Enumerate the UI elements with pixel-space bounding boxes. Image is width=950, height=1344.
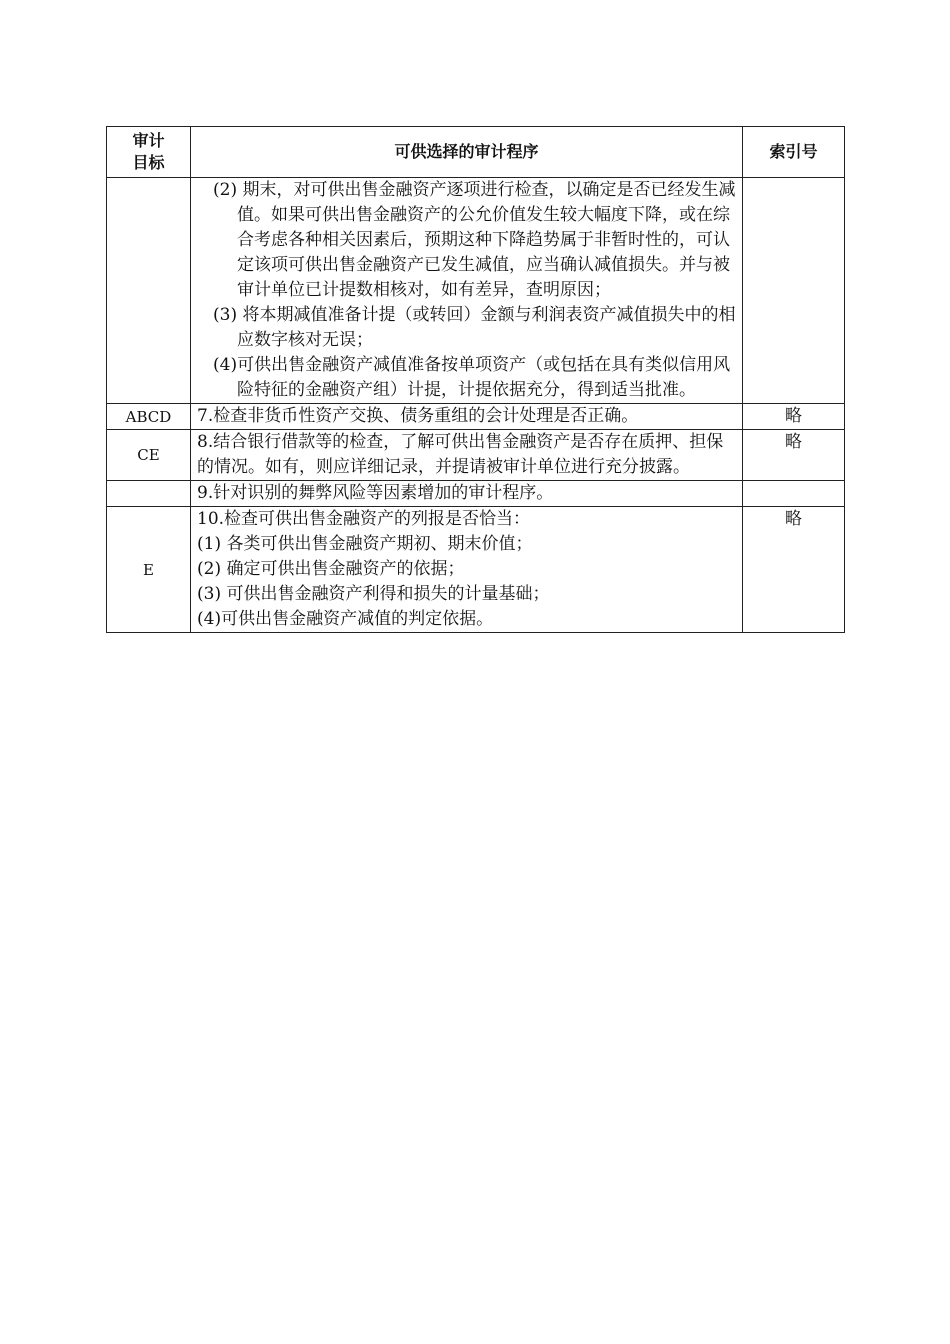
row-index: 略 bbox=[743, 430, 845, 481]
header-target-line1: 审计 bbox=[132, 131, 165, 150]
row-procedure bbox=[191, 404, 743, 430]
row-target: E bbox=[107, 507, 191, 633]
table-header-row bbox=[107, 127, 845, 178]
procedure-line: (2) 确定可供出售金融资产的依据； bbox=[197, 559, 465, 579]
row-index: 略 bbox=[743, 507, 845, 633]
row-procedure bbox=[191, 430, 743, 481]
header-procedure: 可供选择的审计程序 bbox=[191, 127, 743, 178]
row-target bbox=[107, 481, 191, 507]
procedure-line: (4)可供出售金融资产减值准备按单项资产（或包括在具有类似信用风险特征的金融资产组）计提，计提依据充分，得到适当批准。 bbox=[213, 355, 731, 400]
table-row bbox=[107, 178, 845, 404]
row-target: ABCD bbox=[107, 404, 191, 430]
row-procedure bbox=[191, 481, 743, 507]
table-row bbox=[107, 404, 845, 430]
procedure-line: 8.结合银行借款等的检查，了解可供出售金融资产是否存在质押、担保的情况。如有，则应详细记录，并提请被审计单位进行充分披露。 bbox=[197, 432, 724, 477]
row-index bbox=[743, 178, 845, 404]
procedure-line: 9.针对识别的舞弊风险等因素增加的审计程序。 bbox=[197, 483, 554, 503]
procedure-line: (2) 期末，对可供出售金融资产逐项进行检查，以确定是否已经发生减值。如果可供出售金融资产的公允价值发生较大幅度下降，或在综合考虑各种相关因素后，预期这种下降趋势属于非暂时性的，可认定该项可供出售金融资产已发生减值，应当确认减值损失。并与被审计单位已计提数相核对，如有差异，查明原因； bbox=[213, 180, 736, 300]
row-index bbox=[743, 481, 845, 507]
procedure-line: (3) 可供出售金融资产利得和损失的计量基础； bbox=[197, 584, 550, 604]
procedure-line: (3) 将本期减值准备计提（或转回）金额与利润表资产减值损失中的相应数字核对无误； bbox=[213, 305, 736, 350]
row-target bbox=[107, 178, 191, 404]
procedure-line: (1) 各类可供出售金融资产期初、期末价值； bbox=[197, 534, 533, 554]
header-index: 索引号 bbox=[743, 127, 845, 178]
row-procedure bbox=[191, 507, 743, 633]
row-index: 略 bbox=[743, 404, 845, 430]
procedure-line: 7.检查非货币性资产交换、债务重组的会计处理是否正确。 bbox=[197, 406, 639, 426]
procedure-line: (4)可供出售金融资产减值的判定依据。 bbox=[197, 609, 494, 629]
table-row bbox=[107, 507, 845, 633]
table-row bbox=[107, 481, 845, 507]
row-target: CE bbox=[107, 430, 191, 481]
header-target-line2: 目标 bbox=[132, 153, 165, 172]
header-audit-target bbox=[107, 127, 191, 178]
audit-procedure-table bbox=[106, 126, 845, 633]
procedure-line: 10.检查可供出售金融资产的列报是否恰当： bbox=[197, 509, 531, 529]
row-procedure bbox=[191, 178, 743, 404]
table-row bbox=[107, 430, 845, 481]
